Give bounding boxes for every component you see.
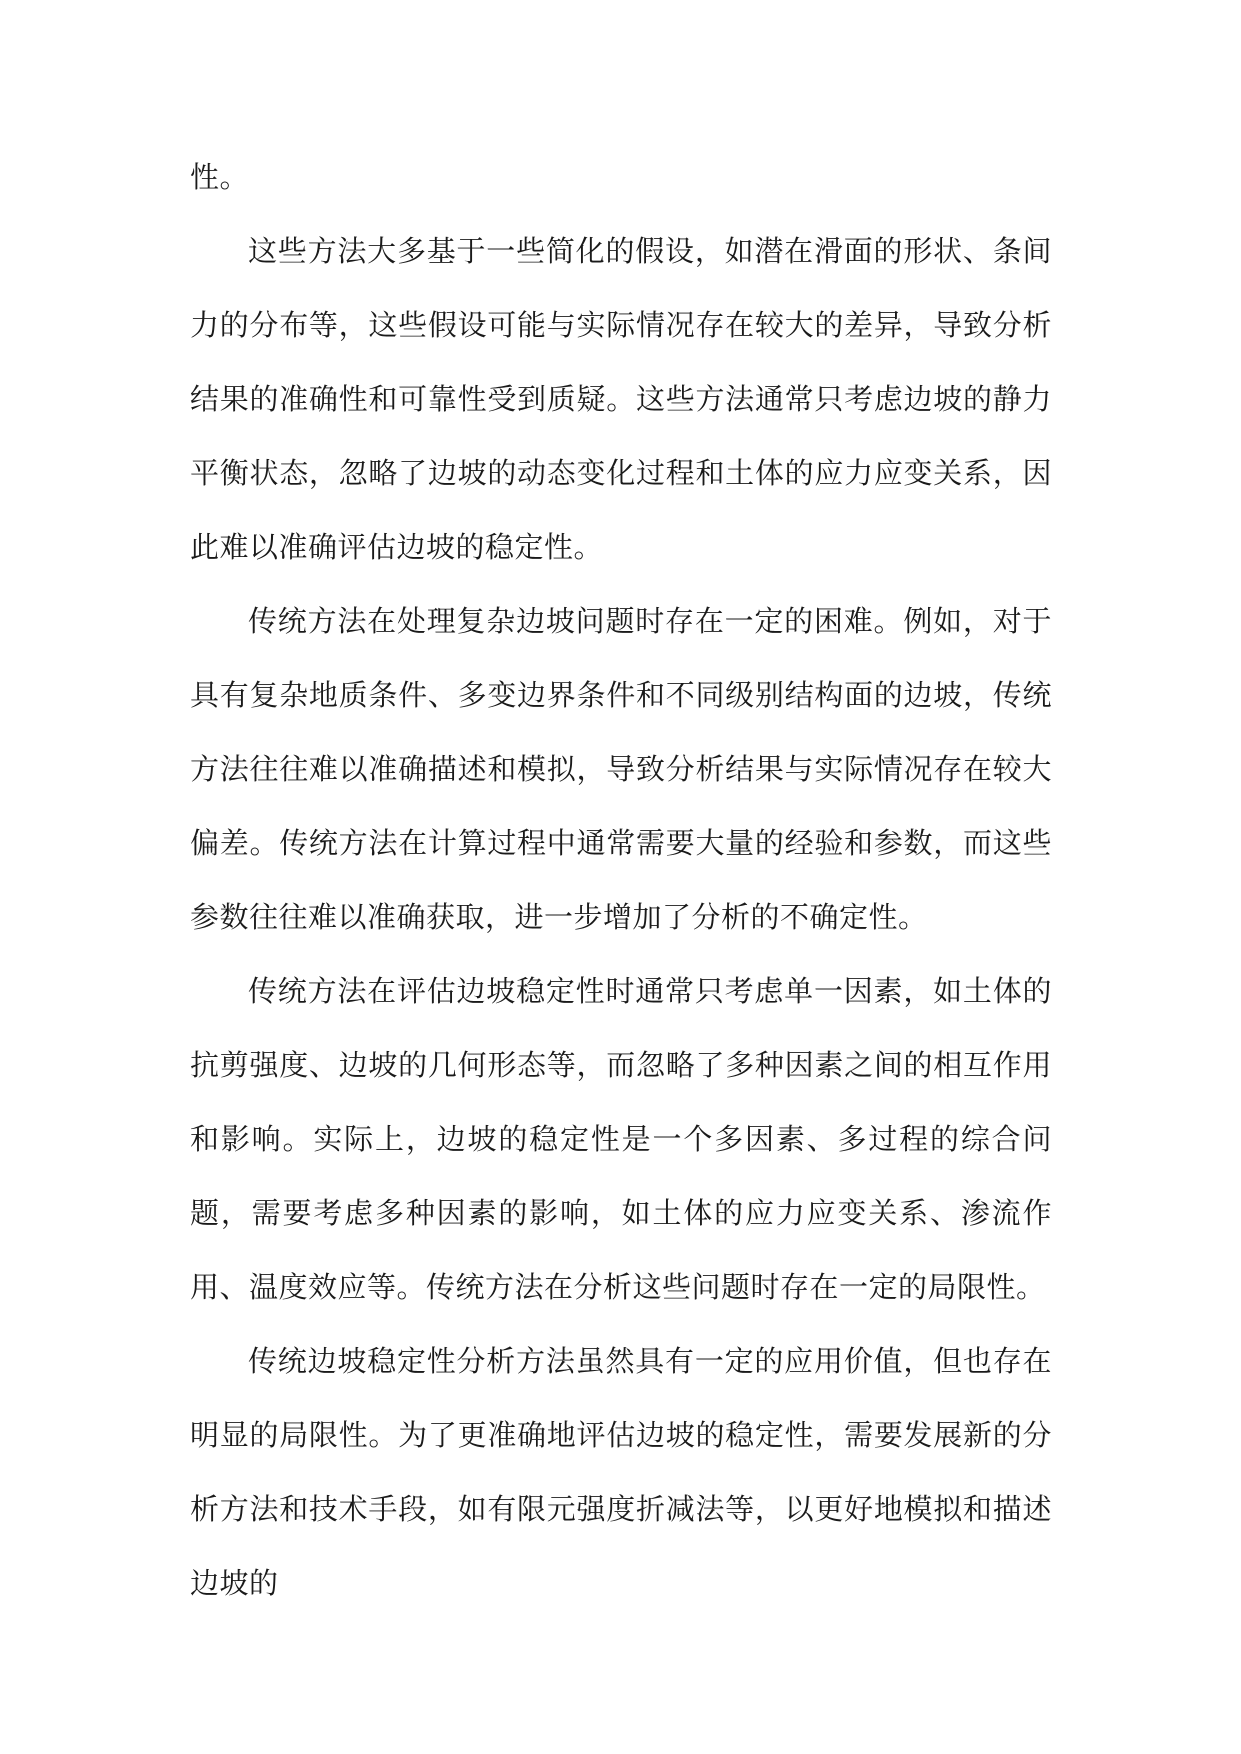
body-text bbox=[190, 140, 1052, 1620]
paragraph: 传统边坡稳定性分析方法虽然具有一定的应用价值，但也存在明显的局限性。为了更准确地评估边坡的稳定性，需要发展新的分析方法和技术手段，如有限元强度折减法等，以更好地模拟和描述边坡的 bbox=[190, 1344, 1052, 1600]
paragraph: 传统方法在处理复杂边坡问题时存在一定的困难。例如，对于具有复杂地质条件、多变边界条件和不同级别结构面的边坡，传统方法往往难以准确描述和模拟，导致分析结果与实际情况存在较大偏差。传统方法在计算过程中通常需要大量的经验和参数，而这些参数往往难以准确获取，进一步增加了分析的不确定性。 bbox=[190, 604, 1052, 934]
paragraph: 传统方法在评估边坡稳定性时通常只考虑单一因素，如土体的抗剪强度、边坡的几何形态等，而忽略了多种因素之间的相互作用和影响。实际上，边坡的稳定性是一个多因素、多过程的综合问题，需要考虑多种因素的影响，如土体的应力应变关系、渗流作用、温度效应等。传统方法在分析这些问题时存在一定的局限性。 bbox=[190, 974, 1052, 1304]
paragraph-continuation: 性。 bbox=[190, 160, 250, 194]
paragraph: 这些方法大多基于一些简化的假设，如潜在滑面的形状、条间力的分布等，这些假设可能与实际情况存在较大的差异，导致分析结果的准确性和可靠性受到质疑。这些方法通常只考虑边坡的静力平衡状态，忽略了边坡的动态变化过程和土体的应力应变关系，因此难以准确评估边坡的稳定性。 bbox=[190, 234, 1052, 564]
